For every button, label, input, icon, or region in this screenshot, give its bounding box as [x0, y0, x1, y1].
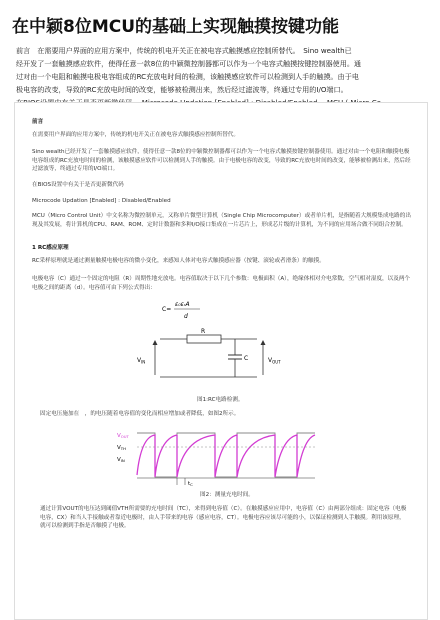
svg-text:VTH: $V_{TH}$	[117, 445, 126, 452]
paragraph: Microcode Updation [Enabled] : Disabled/Enabled	[32, 198, 171, 204]
rc-circuit-diagram	[135, 325, 295, 387]
preface-heading: 前言	[32, 119, 44, 125]
paragraph: 固定电压施加在 ，的电压随着电容值的变化而相应增加或者降低，如图2所示。	[40, 411, 240, 417]
paragraph: MCU（Micro Control Unit）中文名称为微控制单元，又称单片微型计算机（Single Chip Microcomputer）或者单片机，是指随着大规模集成电路的出现及其发展，将计算机的CPU、RAM、ROM、定时计数器和多种I/O接口集成在一片芯片上，形成芯片级的计算机，为不同的应用场合做不同组合控制。	[32, 213, 411, 228]
paragraph: 通过计算VOUT的电压达到阈值VTH所需要的充电时间（TC），来得到电容值（C）。在触摸感应应用中，电容值（C）由两部分组成：固定电容（电极电容，CX）和当人手接触或者靠近电极时，由人手带来的电容（感应电容，CT）。电极电容应该尽可能的小，以保证检测到人手触摸。利用该原理，就可以检测到手指是否触摸了电极。	[40, 506, 407, 530]
figure-caption: 图1:RC电路检测。	[197, 397, 244, 403]
summary-block	[16, 44, 424, 109]
svg-text:VIN: $V_{IN}$	[117, 457, 125, 464]
section-heading: 1 RC感应原理	[32, 245, 69, 251]
capacitance-formula	[160, 298, 220, 322]
summary-line: 经开发了一套触摸感应软件，使得任意一款8位的中颖微控制器都可以作为一个电容式触摸按键控制器使用。通	[16, 59, 362, 68]
svg-text:C: C	[244, 355, 249, 362]
svg-text:d: d	[184, 313, 188, 320]
svg-text:C=: C=	[162, 306, 172, 313]
summary-line: 前言 在需要用户界面的应用方案中，传统的机电开关正在被电容式触摸感应控制所替代。 Sino wealth已	[16, 46, 352, 55]
svg-text:VOUT: $V_{OUT}$	[117, 433, 129, 440]
svg-text:ε₀εᵣA: ε₀εᵣA	[175, 301, 190, 308]
paragraph: 电极电容（C）通过一个固定的电阻（R）周期性地充放电。电容值取决于以下几个参数：电极面积（A），绝缘体相对介电常数，空气相对湿度，以及两个电极之间的距离（d）。电容值可由下列公式得出：	[32, 276, 411, 291]
resistor-symbol	[187, 335, 221, 343]
summary-line: 极电容的改变，导致的RC充放电时间的改变，能够被检测出来，然后经过滤波等，终通过专用的I/O端口。	[16, 85, 348, 94]
paragraph: 在需要用户界面的应用方案中，传统的机电开关正在被电容式触摸感应控制所替代。	[32, 132, 239, 138]
svg-text:tC: $t_C$	[188, 481, 193, 487]
paragraph: Sino wealth已经开发了一套触摸感应软件，使得任意一款8位的中颖微控制器都可以作为一个电容式触摸按键控制器使用。通过对由一个电阻和触摸电极电容组成的RC充放电时间的检测，该触摸感应软件可以检测到人手的触摸。由于电极电容的改变，导致的RC充放电时间的改变，能够被检测出来，然后经过滤波等，终通过专用的I/O端口。	[32, 149, 411, 173]
figure-caption: 图2：测量充电时间。	[200, 492, 254, 498]
paragraph: RC采样原理就是通过测量触摸电极电容的微小变化，来感知人体对电容式触摸感应器（按键、滚轮或者滑条）的触摸。	[32, 258, 325, 264]
svg-text:VIN: $V_{IN}$	[137, 357, 146, 365]
summary-line: 过对由一个电阻和触摸电极电容组成的RC充放电时间的检测，该触摸感应软件可以检测到人手的触摸。由于电	[16, 72, 359, 81]
paragraph: 在BIOS设置中有关于是否更新微代码	[32, 182, 124, 188]
charging-time-chart	[115, 425, 325, 487]
svg-text:R: R	[201, 328, 206, 335]
vout-curve	[137, 435, 315, 477]
svg-text:VOUT: $V_{OUT}$	[268, 357, 281, 365]
page-title: 在中颖8位MCU的基础上实现触摸按键功能	[12, 17, 340, 37]
